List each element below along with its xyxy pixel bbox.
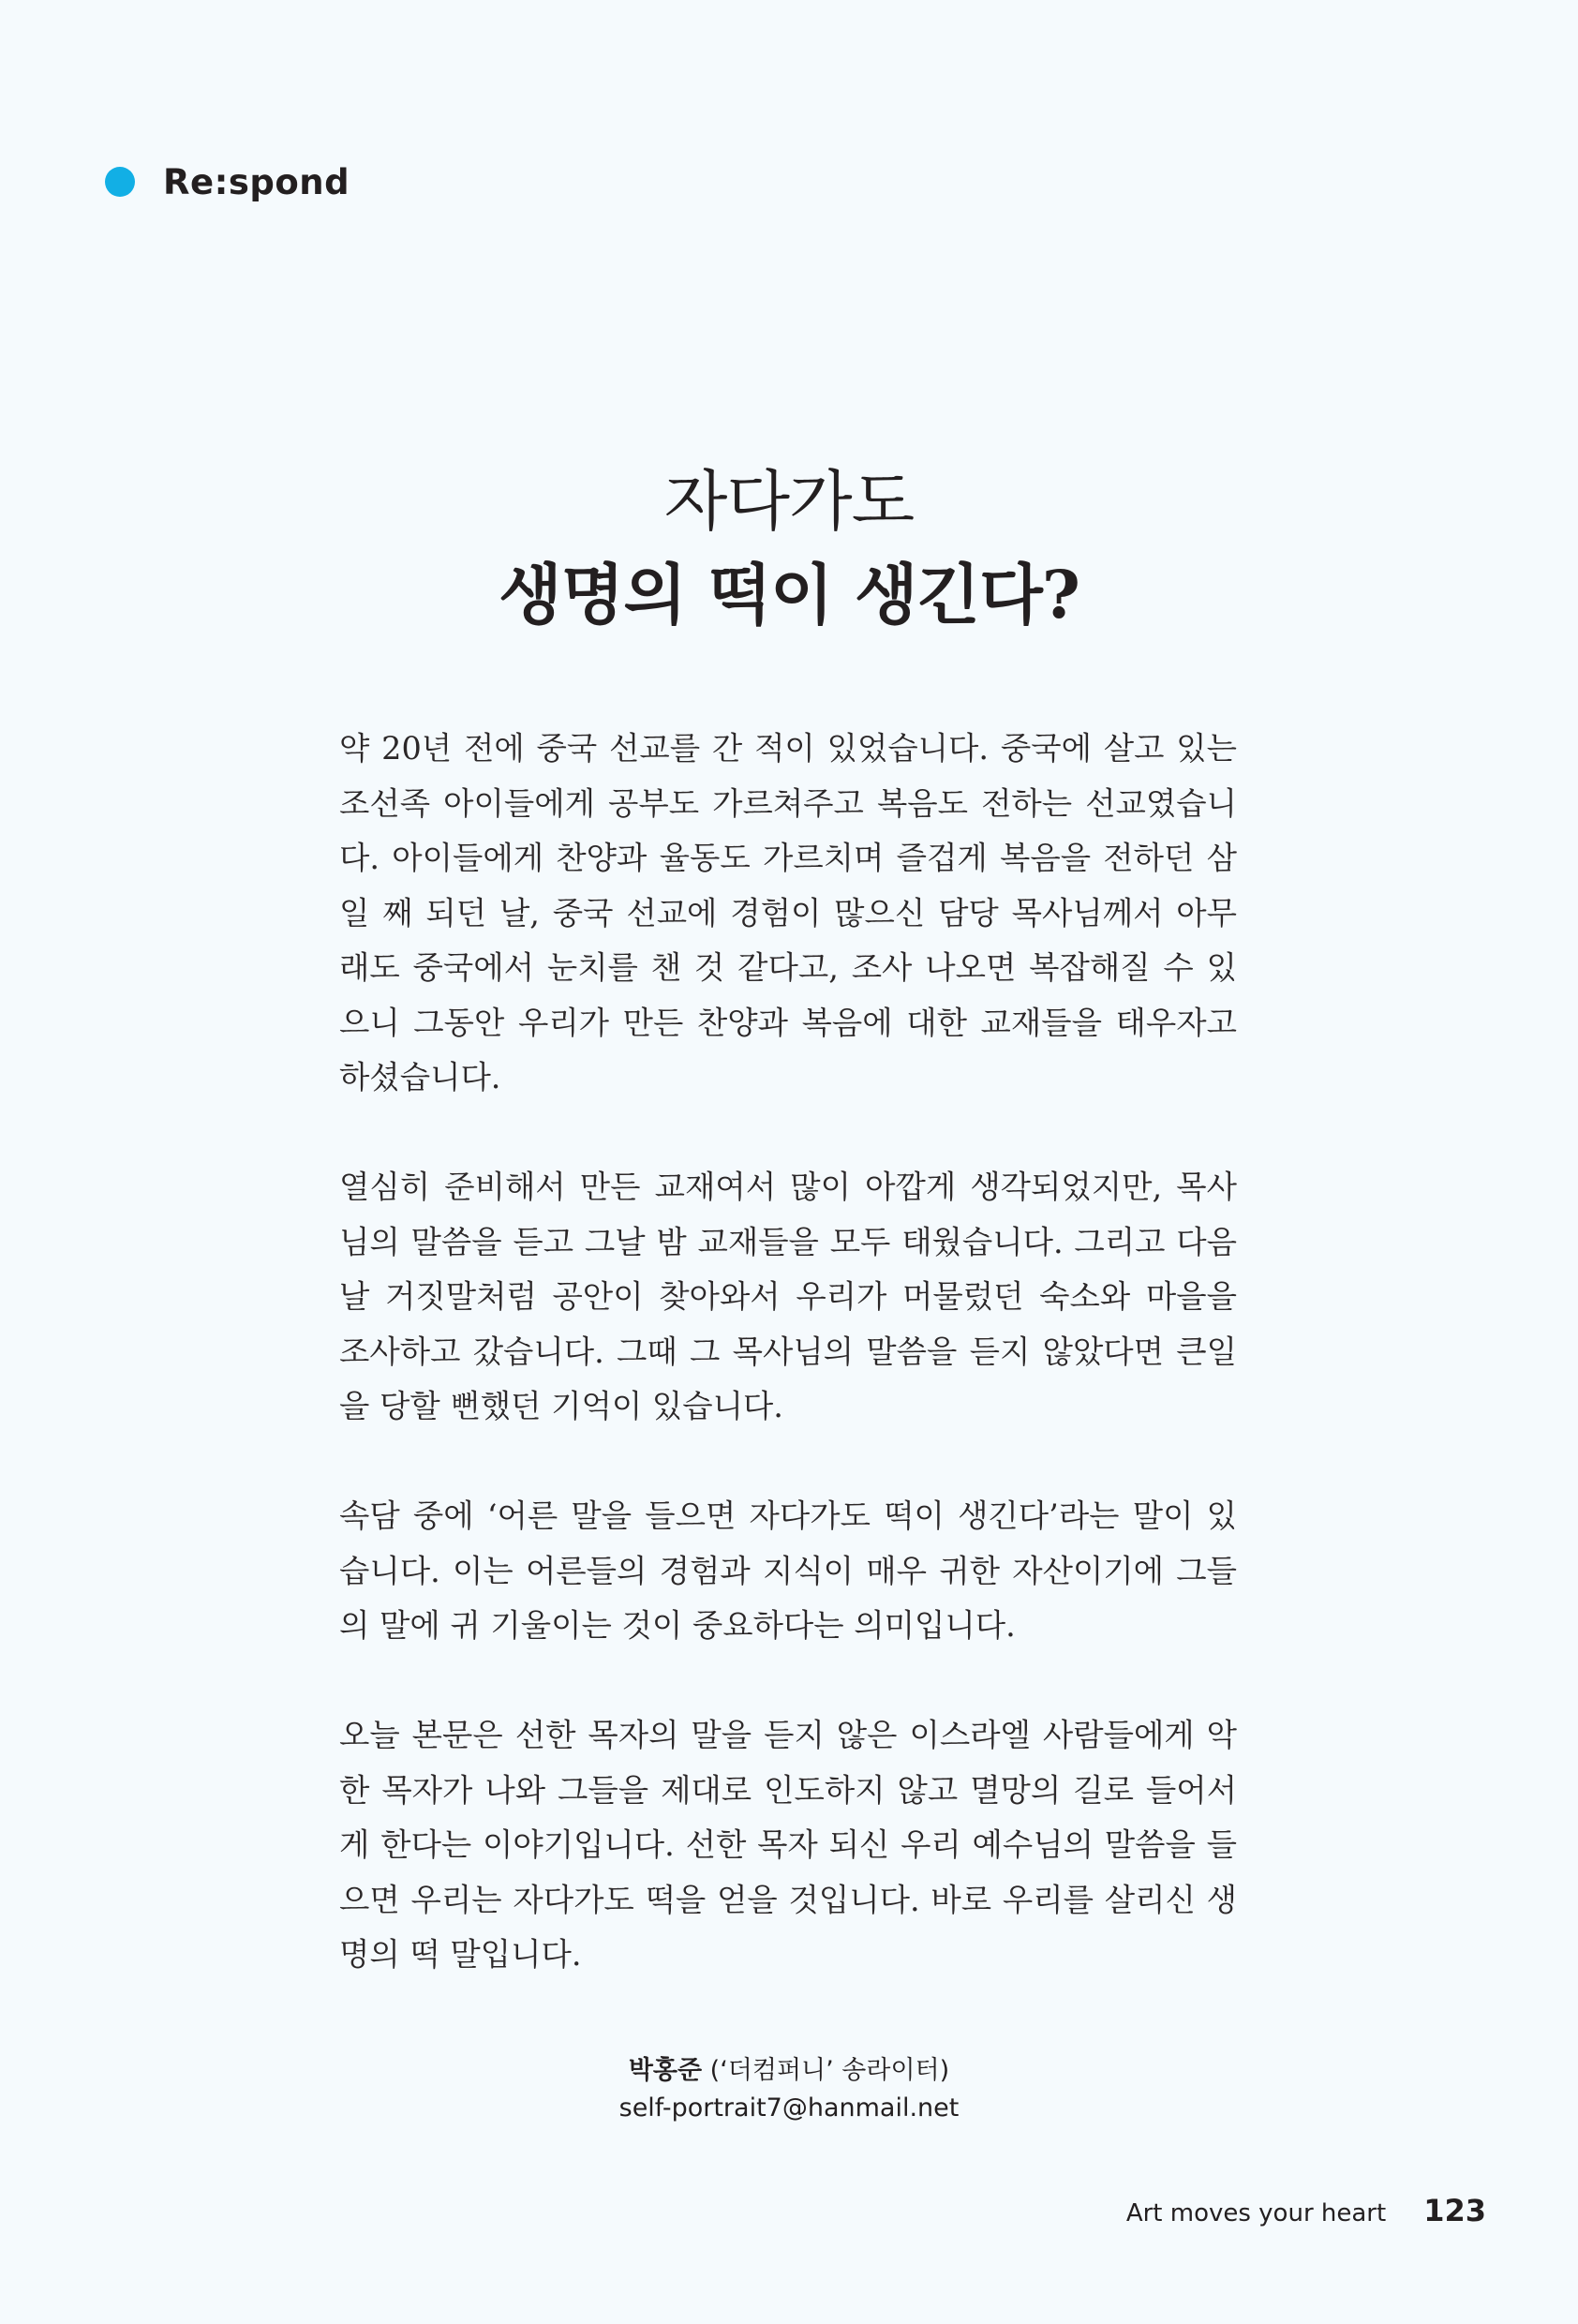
author-email: self-portrait7@hanmail.net: [618, 2093, 960, 2123]
page-footer: [1126, 2193, 1486, 2228]
page-number: 123: [1423, 2193, 1486, 2228]
body-paragraph: 오늘 본문은 선한 목자의 말을 듣지 않은 이스라엘 사람들에게 악한 목자가 나와 그들을 제대로 인도하지 않고 멸망의 길로 들어서게 한다는 이야기입니다. 선한 목자 되신 우리 예수님의 말씀을 들으면 우리는 자다가도 떡을 얻을 것입니다. 바로 우리를 살리신 생명의 떡 말입니다.: [339, 1717, 1237, 1973]
footer-tagline: Art moves your heart: [1125, 2199, 1387, 2227]
section-dot-icon: [105, 167, 135, 197]
author-byline: [0, 2052, 1578, 2127]
title-line-2: 생명의 떡이 생긴다?: [499, 556, 1079, 633]
author-name: 박홍준: [628, 2056, 703, 2085]
body-paragraph: 속담 중에 ‘어른 말을 들으면 자다가도 떡이 생긴다’라는 말이 있습니다. 이는 어른들의 경험과 지식이 매우 귀한 자산이기에 그들의 말에 귀 기울이는 것이 중요하다는 의미입니다.: [339, 1497, 1237, 1644]
title-line-1: 자다가도: [663, 463, 915, 540]
author-line: [0, 2052, 1578, 2090]
article-title: [0, 454, 1578, 642]
body-paragraph: 약 20년 전에 중국 선교를 간 적이 있었습니다. 중국에 살고 있는 조선족 아이들에게 공부도 가르쳐주고 복음도 전하는 선교였습니다. 아이들에게 찬양과 율동도 가르치며 즐겁게 복음을 전하던 삼일 째 되던 날, 중국 선교에 경험이 많으신 담당 목사님께서 아무래도 중국에서 눈치를 챈 것 같다고, 조사 나오면 복잡해질 수 있으니 그동안 우리가 만든 찬양과 복음에 대한 교재들을 태우자고 하셨습니다.: [339, 730, 1237, 1095]
section-label: Re:spond: [163, 161, 350, 202]
body-paragraph: 열심히 준비해서 만든 교재여서 많이 아깝게 생각되었지만, 목사님의 말씀을 듣고 그날 밤 교재들을 모두 태웠습니다. 그리고 다음 날 거짓말처럼 공안이 찾아와서 우리가 머물렀던 숙소와 마을을 조사하고 갔습니다. 그때 그 목사님의 말씀을 듣지 않았다면 큰일을 당할 뻔했던 기억이 있습니다.: [339, 1169, 1237, 1424]
section-tag: [105, 159, 350, 204]
author-affiliation: (‘더컴퍼니’ 송라이터): [709, 2056, 950, 2085]
article-body: [339, 722, 1237, 1983]
